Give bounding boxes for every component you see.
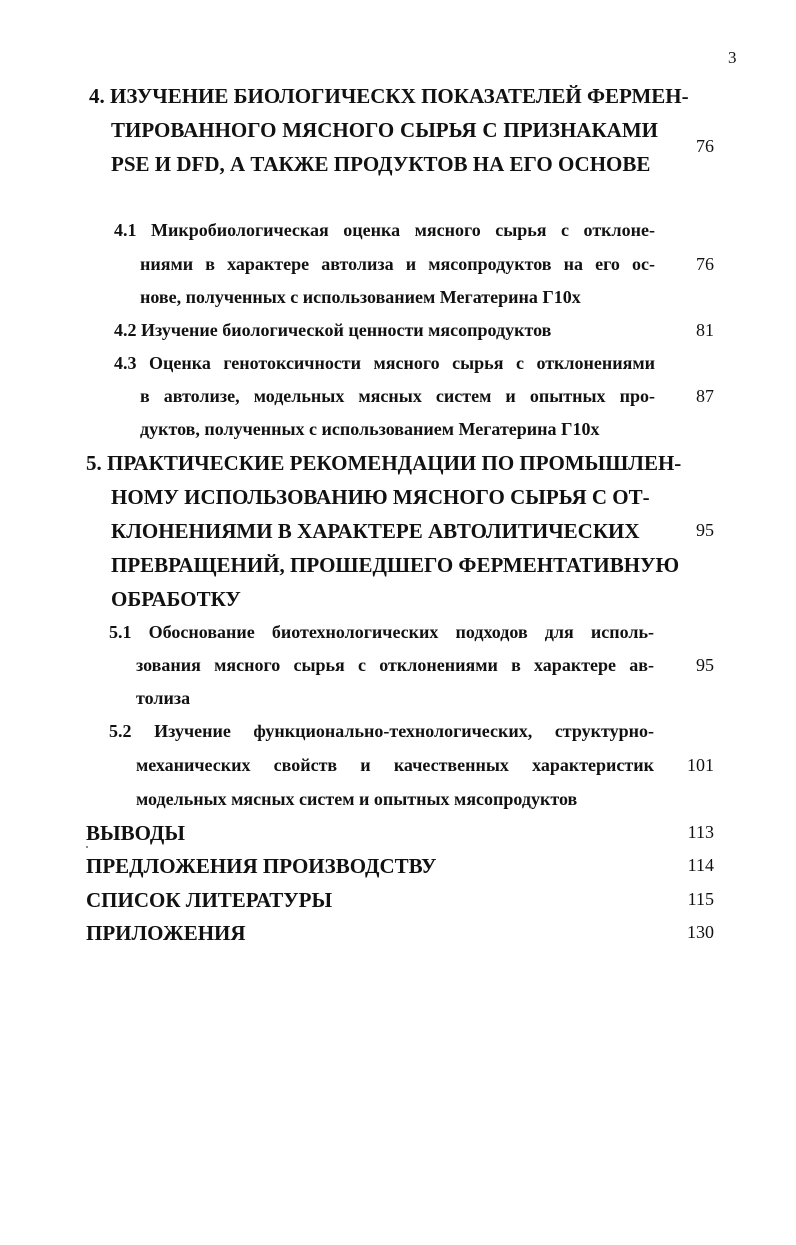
toc-entry-line: КЛОНЕНИЯМИ В ХАРАКТЕРЕ АВТОЛИТИЧЕСКИХ <box>111 519 640 543</box>
toc-entry-line: нове, полученных с использованием Мегатерина Г10х <box>140 287 581 307</box>
toc-entry-line: дуктов, полученных с использованием Мегатерина Г10х <box>140 419 600 439</box>
toc-page-number: 95 <box>696 655 714 675</box>
toc-entry-line: 5.1 Обоснование биотехнологических подходов для исполь- <box>109 622 654 642</box>
scan-speck <box>86 846 88 848</box>
toc-page-number: 81 <box>696 320 714 340</box>
toc-entry-line: СПИСОК ЛИТЕРАТУРЫ <box>86 888 333 912</box>
toc-entry-line: толиза <box>136 688 191 708</box>
toc-entry-line: зования мясного сырья с отклонениями в характере ав- <box>136 655 654 675</box>
toc-entry-line: НОМУ ИСПОЛЬЗОВАНИЮ МЯСНОГО СЫРЬЯ С ОТ- <box>111 485 650 509</box>
toc-entry-line: ПРЕДЛОЖЕНИЯ ПРОИЗВОДСТВУ <box>86 854 437 878</box>
toc-entry-line: ВЫВОДЫ <box>86 821 185 845</box>
toc-entry-line: ТИРОВАННОГО МЯСНОГО СЫРЬЯ С ПРИЗНАКАМИ <box>111 118 658 142</box>
toc-entry-line: механических свойств и качественных характеристик <box>136 755 654 775</box>
toc-page-number: 114 <box>687 855 714 875</box>
toc-page-number: 115 <box>687 889 714 909</box>
toc-entry-line: 4.2 Изучение биологической ценности мясопродуктов <box>114 320 552 340</box>
page-number: 3 <box>728 48 737 67</box>
toc-page-number: 130 <box>687 922 714 942</box>
toc-entry-line: PSE И DFD, А ТАКЖЕ ПРОДУКТОВ НА ЕГО ОСНОВЕ <box>111 152 651 176</box>
toc-entry-line: 5. ПРАКТИЧЕСКИЕ РЕКОМЕНДАЦИИ ПО ПРОМЫШЛЕН- <box>86 451 682 475</box>
toc-entry-line: 4.1 Микробиологическая оценка мясного сырья с отклоне- <box>114 220 655 240</box>
toc-entry-line: 5.2 Изучение функционально-технологических, структурно- <box>109 721 654 741</box>
toc-entry-line: в автолизе, модельных мясных систем и опытных про- <box>140 386 655 406</box>
toc-entry-line: ПРЕВРАЩЕНИЙ, ПРОШЕДШЕГО ФЕРМЕНТАТИВНУЮ <box>111 553 680 577</box>
toc-page-number: 113 <box>687 822 714 842</box>
toc-page-number: 101 <box>687 755 714 775</box>
toc-page-number: 87 <box>696 386 714 406</box>
toc-page-number: 95 <box>696 520 714 540</box>
toc-entry-line: ПРИЛОЖЕНИЯ <box>86 921 246 945</box>
toc-entry-line: 4. ИЗУЧЕНИЕ БИОЛОГИЧЕСКХ ПОКАЗАТЕЛЕЙ ФЕРМЕН- <box>89 84 689 108</box>
toc-entry-line: ниями в характере автолиза и мясопродуктов на его ос- <box>140 254 655 274</box>
toc-page-number: 76 <box>696 136 714 156</box>
toc-page-number: 76 <box>696 254 714 274</box>
toc-entry-line: 4.3 Оценка генотоксичности мясного сырья с отклонениями <box>114 353 655 373</box>
toc-entry-line: модельных мясных систем и опытных мясопродуктов <box>136 789 578 809</box>
toc-entry-line: ОБРАБОТКУ <box>111 587 241 611</box>
